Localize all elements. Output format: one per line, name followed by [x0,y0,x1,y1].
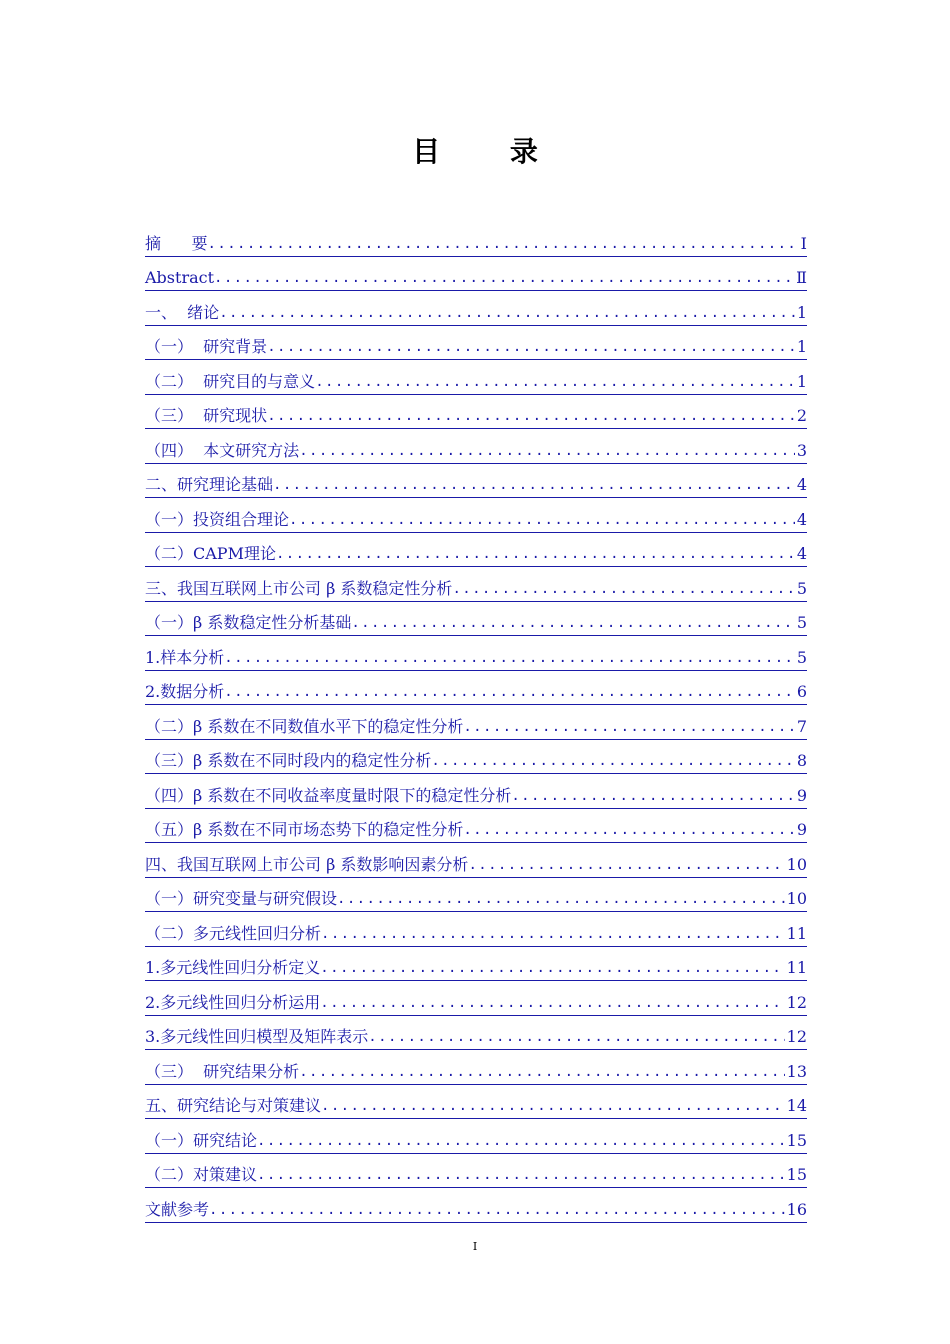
toc-entry[interactable] [145,222,807,257]
toc-entry[interactable] [145,878,807,913]
toc-dot-leader [368,1027,784,1047]
toc-entry[interactable] [145,395,807,430]
toc-entry-page-number: 5 [796,578,807,598]
toc-dot-leader [276,544,795,564]
toc-dot-leader [351,613,794,633]
toc-entry[interactable] [145,1050,807,1085]
toc-entry[interactable] [145,636,807,671]
toc-dot-leader [267,337,795,357]
toc-entry-label: （一） 研究背景 [145,337,268,356]
toc-entry[interactable] [145,774,807,809]
toc-entry-label: （四） 本文研究方法 [145,440,300,460]
toc-entry-page-number: 1 [796,302,807,322]
toc-entry-page-number: 5 [796,613,807,632]
toc-entry[interactable] [145,464,807,499]
toc-dot-leader [320,958,784,978]
toc-entry[interactable] [145,360,807,395]
toc-entry-label: 四、我国互联网上市公司 β 系数影响因素分析 [145,854,469,874]
toc-entry[interactable] [145,947,807,982]
toc-entry-page-number: Ⅱ [796,268,807,287]
toc-entry-label: 一、 绪论 [145,302,220,322]
toc-dot-leader [257,1131,785,1151]
toc-entry-page-number: 13 [786,1061,807,1081]
toc-entry-page-number: 14 [786,1096,807,1115]
toc-entry-label: （三）β 系数在不同时段内的稳定性分析 [145,751,432,770]
toc-entry[interactable] [145,843,807,878]
toc-entry-page-number: Ⅰ [800,233,807,253]
toc-entry[interactable] [145,671,807,706]
toc-entry-label: 2.多元线性回归分析运用 [145,992,321,1012]
toc-entry-page-number: 11 [786,923,807,943]
toc-entry-label: （一）研究结论 [145,1130,258,1150]
toc-entry-page-number: 4 [796,509,807,529]
toc-entry-label: 3.多元线性回归模型及矩阵表示 [145,1027,369,1046]
toc-dot-leader [214,268,794,288]
toc-entry-page-number: 10 [786,889,807,908]
toc-dot-leader [219,303,795,323]
toc-entry[interactable] [145,1188,807,1223]
toc-entry-page-number: 12 [786,992,807,1012]
page-number: I [472,1240,478,1253]
toc-entry[interactable] [145,533,807,568]
toc-dot-leader [299,1062,784,1082]
toc-dot-leader [289,510,795,530]
toc-entry-page-number: 3 [796,440,807,460]
toc-entry-label: （一）研究变量与研究假设 [145,889,338,908]
toc-dot-leader [468,855,784,875]
toc-entry-page-number: 1 [796,337,807,356]
toc-entry-label: 五、研究结论与对策建议 [145,1096,322,1115]
toc-dot-leader [299,441,795,461]
toc-entry-label: 摘 要 [145,233,208,253]
toc-entry[interactable] [145,740,807,775]
toc-entry-label: （二）CAPM理论 [145,544,276,563]
toc-dot-leader [452,579,794,599]
toc-entry-page-number: 7 [796,716,807,736]
toc-entry-page-number: 8 [796,751,807,770]
toc-dot-leader [463,820,794,840]
toc-entry-label: （二）β 系数在不同数值水平下的稳定性分析 [145,716,464,736]
toc-dot-leader [431,751,794,771]
toc-dot-leader [320,993,784,1013]
toc-entry-label: 文献参考 [145,1199,210,1219]
toc-entry-label: （二）对策建议 [145,1165,258,1184]
toc-list [145,222,807,1223]
toc-entry[interactable] [145,291,807,326]
toc-dot-leader [257,1165,785,1185]
toc-entry-page-number: 4 [796,475,807,494]
toc-dot-leader [321,1096,785,1116]
toc-entry[interactable] [145,1016,807,1051]
toc-entry[interactable] [145,1085,807,1120]
toc-entry[interactable] [145,809,807,844]
toc-entry-label: 1.样本分析 [145,647,225,667]
toc-entry-page-number: 2 [796,406,807,425]
toc-entry-page-number: 1 [796,371,807,391]
toc-entry-page-number: 16 [786,1199,807,1219]
toc-entry-label: （四）β 系数在不同收益率度量时限下的稳定性分析 [145,785,512,805]
toc-entry-page-number: 15 [786,1130,807,1150]
toc-entry-page-number: 11 [786,958,807,977]
toc-entry-page-number: 9 [796,820,807,839]
toc-entry-label: （一）投资组合理论 [145,509,290,529]
toc-entry-page-number: 9 [796,785,807,805]
toc-entry-label: 三、我国互联网上市公司 β 系数稳定性分析 [145,578,453,598]
toc-entry-label: （一）β 系数稳定性分析基础 [145,613,352,632]
toc-entry-label: 二、研究理论基础 [145,475,274,494]
toc-entry[interactable] [145,498,807,533]
toc-entry-label: （二）多元线性回归分析 [145,923,322,943]
toc-entry[interactable] [145,1119,807,1154]
toc-dot-leader [209,1200,785,1220]
toc-entry-label: （三） 研究结果分析 [145,1061,300,1081]
toc-entry-page-number: 12 [786,1027,807,1046]
toc-entry-page-number: 10 [786,854,807,874]
toc-entry-label: 1.多元线性回归分析定义 [145,958,321,977]
toc-entry-label: （五）β 系数在不同市场态势下的稳定性分析 [145,820,464,839]
toc-entry[interactable] [145,912,807,947]
toc-entry[interactable] [145,1154,807,1189]
toc-dot-leader [463,717,794,737]
toc-entry[interactable] [145,981,807,1016]
toc-dot-leader [315,372,795,392]
toc-dot-leader [224,682,795,702]
toc-entry-page-number: 4 [796,544,807,563]
toc-entry[interactable] [145,429,807,464]
toc-dot-leader [267,406,795,426]
toc-entry-label: （二） 研究目的与意义 [145,371,316,391]
toc-entry[interactable] [145,257,807,292]
toc-entry[interactable] [145,326,807,361]
toc-entry[interactable] [145,567,807,602]
toc-entry-label: Abstract [145,268,215,287]
toc-dot-leader [511,786,794,806]
toc-dot-leader [208,234,799,254]
toc-dot-leader [273,475,795,495]
toc-entry-label: 2.数据分析 [145,682,225,701]
toc-dot-leader [224,648,795,668]
toc-entry-label: （三） 研究现状 [145,406,268,425]
toc-entry-page-number: 5 [796,647,807,667]
toc-dot-leader [337,889,785,909]
toc-entry-page-number: 15 [786,1165,807,1184]
toc-entry[interactable] [145,705,807,740]
toc-entry-page-number: 6 [796,682,807,701]
toc-title: 目 录 [412,135,568,168]
toc-entry[interactable] [145,602,807,637]
toc-dot-leader [321,924,785,944]
